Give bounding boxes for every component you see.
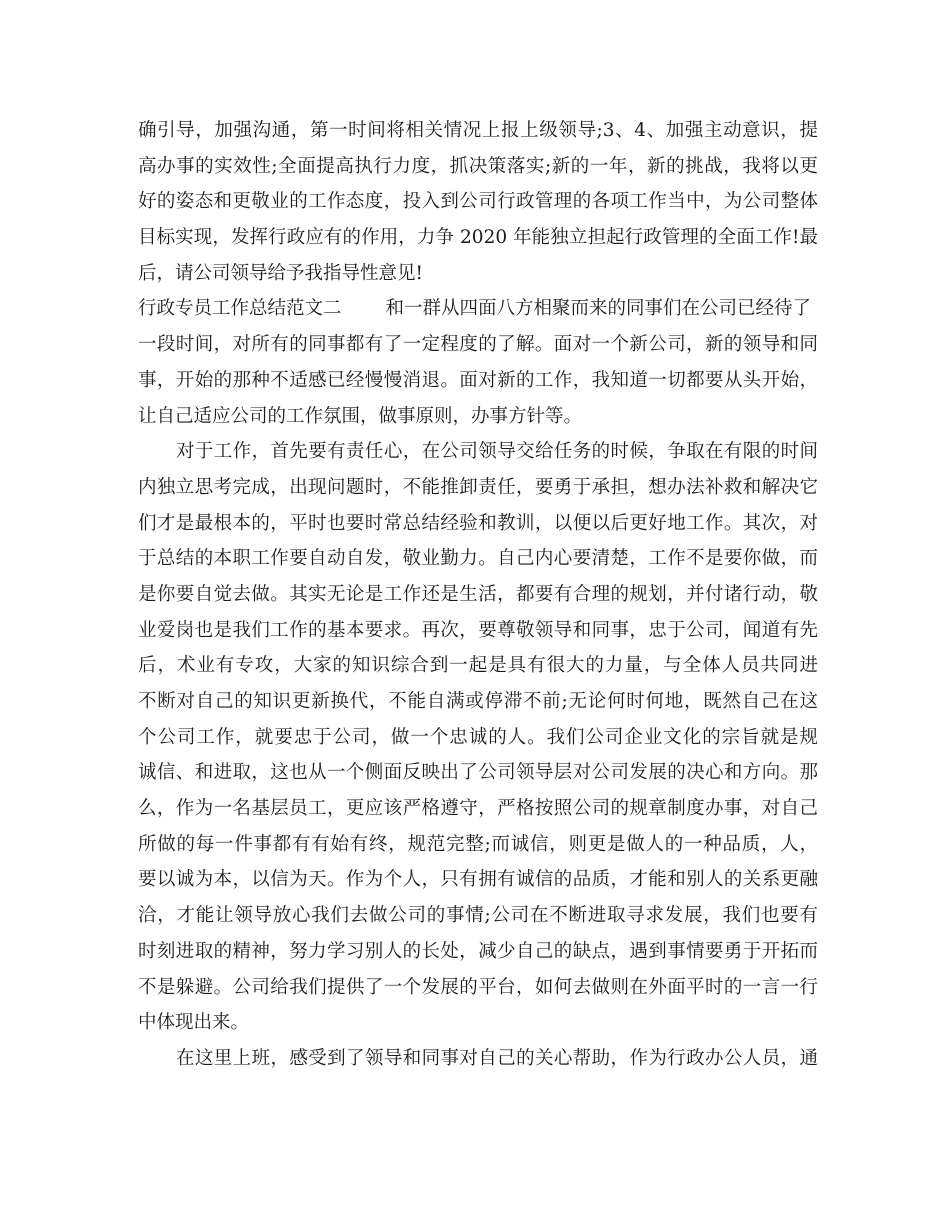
text-line: 诚信、和进取，这也从一个侧面反映出了公司领导层对公司发展的决心和方向。那: [138, 762, 818, 784]
text-line: 所做的每一件事都有有始有终，规范完整;而诚信，则更是做人的一种品质，人，: [138, 833, 818, 855]
text-line: 事，开始的那种不适感已经慢慢消退。面对新的工作，我知道一切都要从头开始，: [138, 369, 818, 391]
text-line: 后，请公司领导给予我指导性意见!: [138, 262, 423, 284]
document-body: [138, 113, 818, 1077]
text-line: 于总结的本职工作要自动自发，敬业勤力。自己内心要清楚，工作不是要你做，而: [138, 548, 818, 570]
text-line: 确引导，加强沟通，第一时间将相关情况上报上级领导;3、4、加强主动意识，提: [138, 120, 818, 141]
section-title: 行政专员工作总结范文二: [138, 298, 342, 320]
text-line: 么，作为一名基层员工，更应该严格遵守，严格按照公司的规章制度办事，对自己: [138, 798, 818, 820]
text-line: 中体现出来。: [138, 1012, 250, 1034]
text-line: 们才是最根本的，平时也要时常总结经验和教训，以便以后更好地工作。其次，对: [138, 512, 818, 534]
text-line: 要以诚为本，以信为天。作为个人，只有拥有诚信的品质，才能和别人的关系更融: [138, 869, 818, 891]
text-line: 内独立思考完成，出现问题时，不能推卸责任，要勇于承担，想办法补救和解决它: [138, 476, 818, 498]
text-line-start: 和一群从四面八方相聚而来的同事们在公司已经待了: [385, 298, 812, 320]
section-heading-line: [138, 291, 818, 327]
text-line: 让自己适应公司的工作氛围，做事原则，办事方针等。: [138, 405, 583, 427]
paragraph-work-attitude: [138, 434, 818, 1041]
text-line: 洽，才能让领导放心我们去做公司的事情;公司在不断进取寻求发展，我们也要有: [138, 905, 818, 927]
text-line: 在这里上班，感受到了领导和同事对自己的关心帮助，作为行政办公人员，通: [176, 1047, 818, 1069]
text-line: 后，术业有专攻，大家的知识综合到一起是具有很大的力量，与全体人员共同进: [138, 655, 818, 677]
text-line: 好的姿态和更敬业的工作态度，投入到公司行政管理的各项工作当中，为公司整体: [138, 191, 818, 213]
paragraph-conclusion: [138, 113, 818, 291]
text-line: 对于工作，首先要有责任心，在公司领导交给任务的时候，争取在有限的时间: [176, 441, 818, 463]
text-line: 是你要自觉去做。其实无论是工作还是生活，都要有合理的规划，并付诸行动，敬: [138, 583, 818, 605]
text-line: 时刻进取的精神，努力学习别人的长处，减少自己的缺点，遇到事情要勇于开拓而: [138, 940, 818, 962]
paragraph-workplace: [138, 1041, 818, 1077]
text-line: 业爱岗也是我们工作的基本要求。再次，要尊敬领导和同事，忠于公司，闻道有先: [138, 619, 818, 641]
text-line: 目标实现，发挥行政应有的作用，力争 2020 年能独立担起行政管理的全面工作!最: [138, 227, 818, 249]
text-line: 不是躲避。公司给我们提供了一个发展的平台，如何去做则在外面平时的一言一行: [138, 976, 818, 998]
text-line: 不断对自己的知识更新换代，不能自满或停滞不前;无论何时何地，既然自己在这: [138, 691, 818, 712]
text-line: 一段时间，对所有的同事都有了一定程度的了解。面对一个新公司，新的领导和同: [138, 334, 818, 356]
text-line: 高办事的实效性;全面提高执行力度，抓决策落实;新的一年，新的挑战，我将以更: [138, 155, 818, 177]
text-line: 个公司工作，就要忠于公司，做一个忠诚的人。我们公司企业文化的宗旨就是规: [138, 726, 818, 748]
paragraph-second-sample: [138, 291, 818, 434]
